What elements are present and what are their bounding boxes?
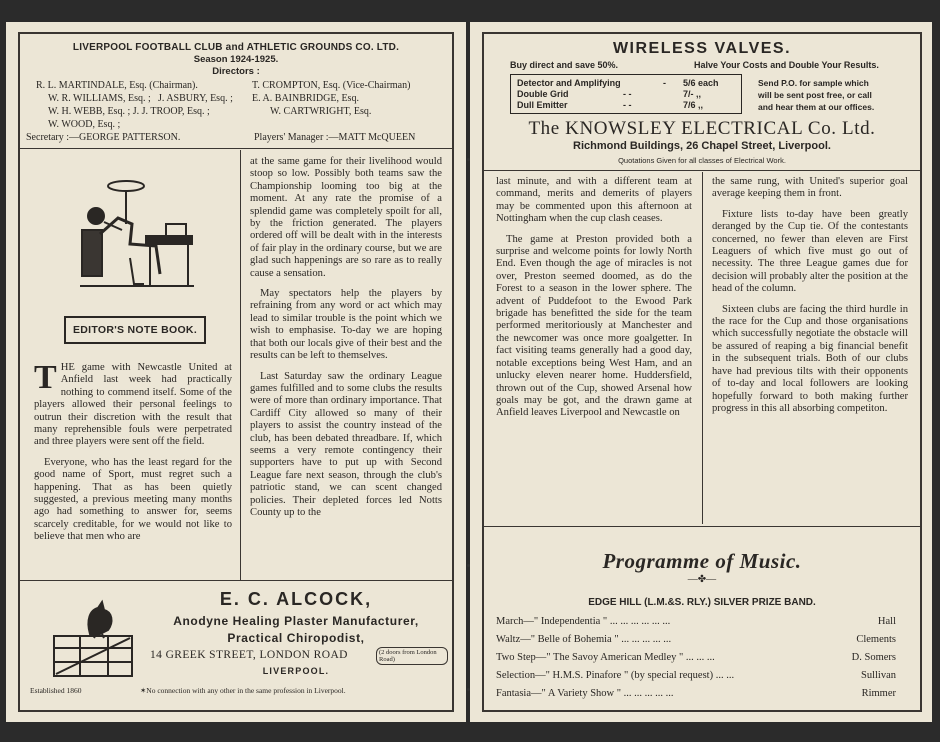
left-column-divider: [240, 150, 241, 580]
drop-cap: T: [34, 359, 57, 396]
alcock-city: LIVERPOOL.: [262, 666, 330, 676]
music-row: [496, 688, 896, 699]
col2-paragraph-3: Last Saturday saw the ordinary League games fulfilled and to some clubs the results were of more than ordinary importance. That Cardiff City allowed so many of their players to assist the country instead of the club, has been debated threadbare. If, which seems a very remote contingency their supporters have to put up with Second League fare next season, through the club's patriotic stand, we can scent changed policies. Their depleted forces led Notts County up to the: [250, 370, 442, 518]
directors-label: Directors :: [212, 66, 260, 77]
music-row: [496, 616, 896, 627]
alcock-address: 14 GREEK STREET, LONDON ROAD: [150, 649, 348, 661]
editor-badge-title: EDITOR'S NOTE BOOK.: [72, 324, 198, 336]
alcock-doors-note: (2 doors from London Road): [376, 647, 448, 665]
wireless-send-2: will be sent post free, or call: [758, 90, 872, 100]
col4-paragraph-2: Fixture lists to-day have been greatly deranged by the Cup tie. Of the contestants concerned, no fewer than eleven are First Leaguers of which five must go out of necessity. The three League games due for decision will probably alter the position at the head of the column.: [712, 208, 908, 295]
right-column-divider: [702, 172, 703, 524]
col3-paragraph-1: last minute, and with a different team at command, merits and demerits of players may be commented upon this afternoon at Nottingham when the cup clash ceases.: [496, 176, 692, 225]
music-composer: Rimmer: [861, 688, 896, 699]
knowsley-quotations: Quotations Given for all classes of Electrical Work.: [618, 156, 786, 165]
music-composer: Sullivan: [860, 670, 896, 681]
club-title: LIVERPOOL FOOTBALL CLUB and ATHLETIC GROUNDS CO. LTD.: [72, 42, 400, 53]
valve-item-3-dash: - -: [623, 100, 632, 110]
director-wood: W. WOOD, Esq. ;: [48, 119, 121, 130]
col4-paragraph-1: the same rung, with United's superior goal average keeping them in front.: [712, 176, 908, 200]
wireless-sub-right: Halve Your Costs and Double Your Results.: [694, 60, 879, 70]
alcock-name: E. C. ALCOCK,: [219, 589, 373, 609]
music-piece: Two Step—" The Savoy American Medley " ... ... ...: [496, 652, 715, 663]
music-row: [496, 670, 896, 681]
col4-paragraph-3: Sixteen clubs are facing the third hurdle in the race for the Cup and those organisations which successfully negotiate the obstacle will be assured of reaping a big financial benefit in the subsequent trials. Both of our clubs have had previous tilts with their opponents of to-day and local followers are looking hopefully forward to both making further progress in this all absorbing competiton.: [712, 303, 908, 414]
music-section-divider: [484, 526, 920, 527]
valve-item-1-name: Detector and Amplifying: [517, 78, 621, 88]
director-asbury: J. ASBURY, Esq. ;: [158, 93, 233, 104]
director-cartwright: W. CARTWRIGHT, Esq.: [270, 106, 372, 117]
valve-item-1-price: 5/6 each: [683, 78, 719, 88]
alcock-note: ✶No connection with any other in the same profession in Liverpool.: [140, 686, 346, 695]
knowsley-company: The KNOWSLEY ELECTRICAL Co. Ltd.: [528, 118, 876, 139]
editor-badge-frame: [64, 316, 206, 344]
column-4-text: [712, 176, 908, 423]
music-title: Programme of Music.: [602, 549, 802, 573]
wireless-send-3: and hear them at our offices.: [758, 102, 875, 112]
music-composer: Hall: [877, 616, 896, 627]
left-page: [6, 22, 466, 722]
director-bainbridge: E. A. BAINBRIDGE, Esq.: [252, 93, 359, 104]
column-1-text: [34, 359, 232, 552]
alcock-line-1: Anodyne Healing Plaster Manufacturer,: [173, 614, 419, 628]
wireless-send-1: Send P.O. for sample which: [758, 78, 869, 88]
col2-paragraph-2: May spectators help the players by refraining from any word or act which may lead to similar trouble is the point which we wish to emphasise. To-day we are hoping that both our locals give of their best and the results can be left to themselves.: [250, 288, 442, 362]
music-row: [496, 652, 896, 663]
editor-reading-illustration: [70, 174, 200, 292]
valve-item-1-dash: -: [663, 78, 666, 88]
knowsley-address: Richmond Buildings, 26 Chapel Street, Liverpool.: [573, 140, 831, 152]
director-williams: W. R. WILLIAMS, Esq. ;: [48, 93, 151, 104]
music-piece: Selection—" H.M.S. Pinafore " (by special request) ... ...: [496, 670, 735, 681]
valve-item-3-price: 7/6 ,,: [683, 100, 704, 110]
director-webb-troop: W. H. WEBB, Esq. ; J. J. TROOP, Esq. ;: [48, 106, 210, 117]
wireless-sub-left: Buy direct and save 50%.: [510, 60, 619, 70]
director-chairman: R. L. MARTINDALE, Esq. (Chairman).: [36, 80, 198, 91]
valve-item-2-price: 7/- ,,: [683, 89, 702, 99]
column-3-text: [496, 176, 692, 428]
column-2-text: [250, 156, 442, 527]
wireless-ad-divider: [484, 170, 920, 171]
col1-paragraph-1: HE game with Newcastle United at Anfield last week had practically nothing to commend itself. Some of the players allowed their personal feelings to outrun their discretion with the result that many reprehensible fouls were perpetrated and three players were sent off the field.: [34, 362, 232, 448]
music-composer: Clements: [856, 634, 896, 645]
wireless-title: WIRELESS VALVES.: [612, 40, 792, 57]
col2-paragraph-1: at the same game for their livelihood would stoop so low. Possibly both teams saw the Championship looming too big at the moment. At any rate the promise of a splendid game was completely spoilt for all, by the friction generated. The players ordered off will be dealt with in the interests of fair play in the ordinary course, but we are glad such happenings are so rare as to really cause a sensation.: [250, 156, 442, 279]
alcock-line-2: Practical Chiropodist,: [227, 631, 365, 645]
club-season: Season 1924-1925.: [193, 54, 279, 65]
valve-price-table: [510, 74, 742, 114]
header-divider: [20, 148, 452, 149]
music-band: EDGE HILL (L.M.&S. RLY.) SILVER PRIZE BAND.: [588, 597, 816, 608]
valve-item-2-name: Double Grid: [517, 89, 569, 99]
music-piece: Fantasia—" A Variety Show " ... ... ... ... ...: [496, 688, 674, 699]
alcock-established: Established 1860: [30, 686, 82, 695]
valve-item-2-dash: - -: [623, 89, 632, 99]
alcock-ad-divider: [20, 580, 452, 581]
manager-line: Players' Manager :—MATT McQUEEN: [254, 132, 416, 143]
valve-item-3-name: Dull Emitter: [517, 100, 568, 110]
music-piece: Waltz—" Belle of Bohemia " ... ... ... ... ...: [496, 634, 672, 645]
rooster-on-gate-illustration: [50, 598, 138, 682]
music-ornament: —✤—: [687, 574, 717, 585]
music-piece: March—" Independentia " ... ... ... ... ... ...: [496, 616, 671, 627]
music-row: [496, 634, 896, 645]
col3-paragraph-2: The game at Preston provided both a surprise and welcome points for lowly North End. Even though the age of miracles is not over, Preston seemed doomed, as do the Forest to a season in the lower sphere. The advent of Puddefoot to the Ewood Park brigade has benefitted the side for the team performed meritoriously at Manchester and the newcomer was once more goalgetter. In fact visiting teams generally had a good day, notable exceptions being West Ham, and an unlucky eleven nearer home. Huddersfield, thrown out of the Cup, showed Arsenal how goals may be got, and the drawn game at Anfield leaves Liverpool and Newcastle on: [496, 233, 692, 419]
col1-paragraph-2: Everyone, who has the least regard for the good name of Sport, must regret such a happening. That as has been quietly suggested, a previous meeting many months ago had something to answer for, seems scarcely creditable, for we would not like to believe that men who are: [34, 456, 232, 543]
right-page: [470, 22, 932, 722]
music-composer: D. Somers: [851, 652, 896, 663]
secretary-line: Secretary :—GEORGE PATTERSON.: [26, 132, 181, 143]
director-vice-chairman: T. CROMPTON, Esq. (Vice-Chairman): [252, 80, 411, 91]
